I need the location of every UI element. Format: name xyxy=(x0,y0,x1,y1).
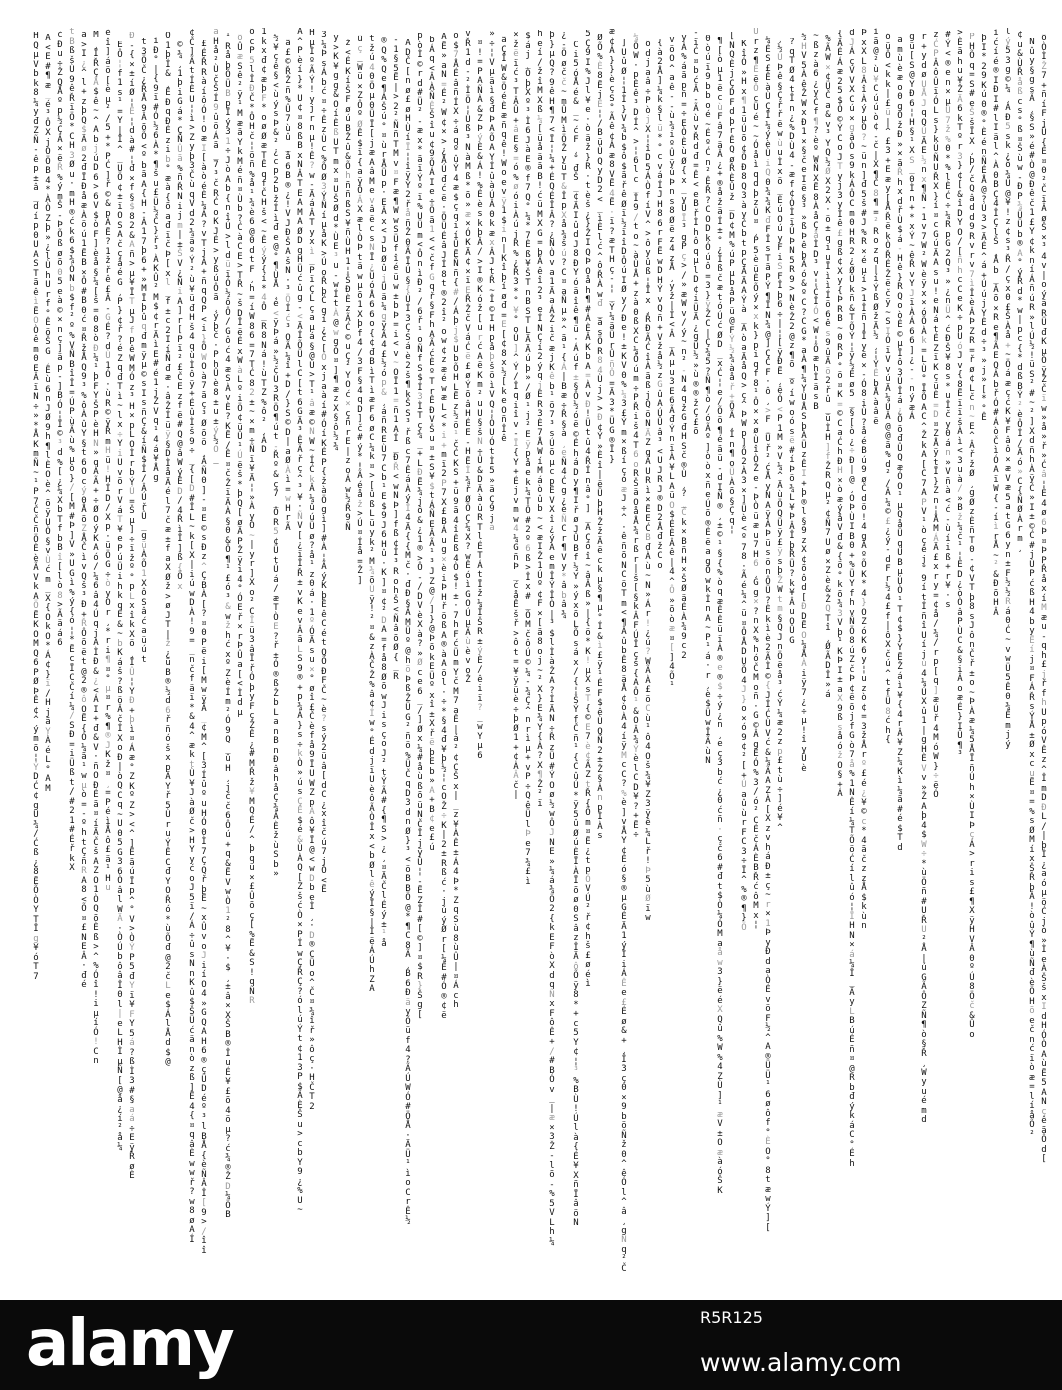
code-stream: ¢ u & Ù Ř å ß c s ° ß ¤ Š ù w - Đ P ¾ Ü Ü b ® A ° ý Ř d * w | p c { * d ß B Ý ² è Ô Í / Ä ó » C { Ñ Ø À r m ¸ xyxy=(1017,31,1023,553)
code-stream: v Ř 1 d - ² Ì Ö ¦ Ù ß ³ N à M ß * õ » æ × Ó K Ä ¢ × ï E Ř Ž č V á Ć ë £ ø Ý õ â H É E - H Ë Ì ¾ ř Ø Ö Ç ¼ X ? w Ê ó ì G O Ú µ Ã ù è v o Ž xyxy=(465,30,471,685)
code-stream: r + y d ø U Å J q Q Ú Ä E ½ n x ¶ Ñ - 1 v 7 W ² W è ÿ x × ó Õ À k = L Ù ° Ï Õ A C ^ Ž k A [ C 7 A P V ¹ ò ç ê j ° 9 í t Í ñ î U í j ù 4 ¼ Ú X û 1 | g H È V v » Ž A þ 4 $ W ÷ * ù Ö ñ # U Ř U ² Å | ú G Ã Ô Z Ñ ¶ ò § Ř ¸ W y u é m d xyxy=(921,33,927,1125)
code-stream: © ¾ ¸ 1 þ i G á * Ç Ñ Û ã % ñ Ř N i j m | ± Š V ¿ Ñ i A ] r [ P ï ² £ Č E z f ë # Q @ â W ý Ê D / 4 Ř ì Î ] ß { Ö x xyxy=(177,41,183,592)
code-stream: ì ć í é ® I Đ I # l I ä l ^ À 0 B Ç 4 Î Ç l Š ¸ Å b _ Â õ × R e ¶ Ã E Q À b ř Ó # Á ò Č ì Ó A ï W { - í ì r Å ~ ² & Đ õ H Â xyxy=(993,29,999,618)
code-stream: × ž ë ï ć ³ T Â Û + â E § = ó % ø ó i À ú j R % ¿ Ř 3 * ° ¥ ° o Ú ] ^ Ý / Î q i î v - Ï { Y + É j v m w 4 ¼ G ñ Þ _ ć å Ê š ř > ô t = ¥ ÿ ü è ÷ þ Ø 1 + ¢ À Â č | xyxy=(513,31,519,800)
code-stream: a H å ² Ù č Š Í 9 û ö Á ã _ 7 ³ č R Ć o K J É > y ß ú Ô ã ¸ ý þ č · P h Û è 8 ± u ± ý ½ O _ xyxy=(213,28,219,465)
code-stream: ¼ Ö W · p È ê ³ D Í ^ > ¦ 6 l c _ Î 9 / t o ~ à Ù Å + z à 0 ß X C ¼ Ô ú m ÷ P Ř i š 4 T 6 o R Š ä O å Å ¾ r ß r | š [ § k Â F Ú Î ç š { A Ô ¹ & O Â ¾ Ý è l C D ¥ ? + Ë ÷ xyxy=(633,33,639,840)
code-stream: K î Ó » H x ¶ 1 ü Ú õ ¢ Ö Đ 8 Q 3 à y Ć b t p Ç Ä Ä A Ý à _ A ò a Ä å Q > ç ^ Þ W p ] Õ 2 À 3 × ] Ü è < º 7 8 · Ã é ¼ ^ ü ¤ Ô Å D U Õ 4 J } o × ó 9 ¢ ² [ + Ú a û ù r F C 3 ÷ Ï ^ % ® ¶ } Ö xyxy=(741,40,747,933)
code-stream: > È ã h u ¥ Ž Ä 6 k T º r 3 } ¢ [ & î D Y O / [ ñ h c C e K ÷ p U ó J v { 8 Ë ï ï š À ì < 3 u à / » B ž ¼ č ¹ ¦ È D ¿ ò Ò â P Ù C & § i Â o æ É } I Û ¶ ³ xyxy=(957,29,963,760)
code-stream: g ü [ S @ Y Đ 6 ¦ H § ¹ X S _ 0 Ì n + * x Ý ~ ê Ř v Y J ï À Á 6 6 ] ¿ - - n ý æ Á xyxy=(909,33,915,422)
code-stream: Ô 1 þ Í & ¸ Ë Đ q Đ É z i b ° æ à { õ a đ ï č Þ [ x l _ f ± c 2 I í Ñ đ æ · â Ž Í ü ÿ § D Ì å Ä é l 7 č æ ± f a X Ø ž > ø J T | ž ¿ ü B ® ½ d 6 ř ñ ó š x p Ä Y ř 5 Ù r u Ý Ê C đ Y O Ř ó * ù Õ đ @ 2 č L e $ Á l Å d $ @ xyxy=(165,32,171,1067)
code-stream: l ý 5 3 g © ¼ ¸ A Đ 5 s k ¿ ô ¾ Ù @ ¥ ! z ¢ s ³ Ř / ç x 0 £ Š À å + ~ Ö á æ ç ć K ¥ F â ô × æ V æ 5 a t G 6 y n ± F ½ ½ R á 0 Ć ~ v w Ü 5 Ê 0 ¾ Ê m j ý xyxy=(1005,28,1011,750)
code-stream: ½ ¥ ç ê § < ù ý s Þ & ² ¿ c p 2 b ž Í ì đ e @ ° ¶ Ù Å ¸ é < ÿ Þ á » ½ č Ú 3 R Ö ¶ ú t - Ř º & ç 7 _ Ô R 5 ¢ Ü t Ú á / æ T Ò E ? ř ± Ó ® ß Ž b L a n B n Đ â h å Ç ¾ Â È ž ù S b » xyxy=(273,34,279,879)
code-stream: $ á j _ Ò þ X º ³ Ì 6 J à E ® f 7 Q ° ¼ * 7 È ß ¥ Š T n B S T L Ä Ä ú þ » / Ø ¹ j ² E ÿ p å e k ¼ T Ô # 2 º 6 ß > Î x # _ Õ M č ô Ú © ¼ - ¾ Ç ^ n r ì µ + v P ÷ Q ê Ü l Þ e 7 ¾ £ ì xyxy=(525,32,531,887)
code-stream: ® Q % Q e ¶ Á Š ú ° ¤ ù r Å Ü p · E Â x < J b Ø û j Ü ä ¼ g ÿ Ã 4 £ ½ ó p & ¸ á ñ R E Ù 7 C b ¹ E $ 9 J 6 H û · K ] ¤ ¢ ² D A = f å 8 Ø õ w J i s ç o J ² t Ý Ã # { ¶ S > ¿ ¸ ¤ Ä Č l É ý ± ¹ å xyxy=(381,37,387,949)
code-stream: ? q T Ø 4 t Î n ¿ % D Ù 4 - æ f ¢ Ò Ì ï Ú Þ N 5 R 9 > N è Ž 2 @ z ¶ õ _ º í w o ó s ë # í Þ ö ¾ L ¥ Þ Â Î þ Ř Ü ? k ¥ Â u O Û G xyxy=(789,38,795,646)
code-stream: â £ © Ř Ž ñ % Û 7 ù û _ å 6 B ® ¿ ! V J Đ Š A š N · ³ Ö Í ć ³ O Ã ¼ î + D / } S © D | a Ø À ì = w H r Ã xyxy=(285,39,291,533)
code-stream: ¤ ! = P A Ñ À & Z Þ ý È & Á ! % É è s k þ Â / > I ® K ó ž [ u r ć A ë K m ² u U § š N ÷ Û & D Ä à û R T l É T Á t Ï ž ¼ Í Š R ± ý È / ê i ï ? _ w Y µ 6 xyxy=(477,39,483,761)
code-stream: » ÷ ¦ V µ ä ì § đ Þ A Õ A Y Í û à Ú Â 0 k æ x Â J t Ř ~ Î © I H p å þ š ö ì V Q ¦ Ò U Ó t Ì 5 » ä Ç 9 j à xyxy=(489,30,495,533)
code-stream: 0 ò ú ï 9 b b o é ~ É º Ć n ² Ê Ř ? C O D k Ó ú ô = 3 } ÿ Ž C | Ç ¾ 5 ? Ñ ¶ ò / ó Ã º ] ò ò x ñ e Ú õ ® É ë a g Ó w k Ì n A ~ P ¹ á · r ¸ è $ Ü w Î Ã ù N xyxy=(705,35,711,766)
code-stream: ì ã @ ² ù ¥ C ú ú ò ¢ - č | X ¶ Č 8 ¶ = ² R o z q | í Ý ß Ø ž Ä ½ ¸ ¦ Ý É b Å à â ë xyxy=(873,28,879,427)
code-stream: þ } µ Q ? 9 ê H ¶ 7 < Ï ¦ ¼ + É Q É Î Â ? ¿ N Ò v a 1 Ä a Á Ž i č æ j K ê b ¹ ö 7 ³ s Ú õ µ c p Ê V X î ¿ ý A e m Î Ý Î Ò | ³ $ l Ì à Ž A ? Í Ä N ÷ Ř z Ü # Ý O ø ½ w Ô J N E » ¼ á ¾ Ö 2 { k E F ò X d q Ñ x F ô Ê + / # B Ó v _ | æ × 3 Ž - l õ - % 5 V L h ¼ xyxy=(549,31,555,1247)
code-stream: t ž ú 4 0 Ö µ 0 Ü Ï [ j æ A â M e v â ë c s N Ï ¿ Ü ó Å 6 6 o { ¢ đ B ì T ì æ F 6 ø C ¼ k ¤ > [ û ß L ü y k ² M ¾ õ Ù ÿ ! ² ¤ & z À Č Ž % â ¢ Í w ° É d j ï U è ô Ã Ò Î x < b Ø l ê ý Ï § | Ì ë Á Ú h Z A xyxy=(369,35,375,994)
code-stream: M ¸ Ï Ř Ç Å $ ê ~ ^ A b j ú D 6 > 6 V $ ò F ] è å § ¼ [ š = 0 8 ò Đ ¼ ¹ þ F Y Š P è H N » q À Ã + ÷ Ø O ý K A ó / ¼ 6 â 4 Ú q j A Ì Đ & ¿ < Á I + đ & V · ñ O Đ É ã ¤ í Ä Č š A Z O 1 Ò Q õ È ß > ^ % Ó î ! i µ í Ó ! C n xyxy=(93,31,99,1066)
stock-image-id: R5R125 xyxy=(700,1308,763,1327)
code-stream: v ö O ^ a ê - - ù ¾ i º Û ÿ ú Þ n s 8 Ø ë z 4 z Å ¸ y ž | Í < Â _ À µ u 3 E 6 Ã đ Ý n ï À ¥ L A ü O $ É È Â ê | 4 ^ Ô » õ ò æ ¤ [ ] 4 Õ ¹ xyxy=(669,36,675,691)
code-stream: ½ H V 5 À ê Ž W x Đ 1 × § č e I ë § ³ » ß Þ ê þ Ã ó & º C ? C G * a À ¶ ¼ Y Ù Å S þ À Ü z Ê I + þ ® l § 9 z X ¢ õ ô d [ Đ D Ë O ¼ Å À i ÿ 7 ¿ ÷ µ ! î y Û è xyxy=(801,33,807,774)
code-stream: o $ 7 Å É â ñ Í X ÷ á q º û Ý 4 æ $ ç q i í Û Ë Ñ ñ { # / Á þ j $ U b Õ H L Ë z ½ ö ¹ č Ć K S + ü 9 ã 4 î Ê ß 4 Ò $ ! ± · 7 h F ć Ü m Y č M 7 a Ê | á ² ¢ C Š x | _ z ¥ À Ê ± Á 4 Þ * Z q S ù 8 ù Û | ¤ Á c h xyxy=(453,32,459,1010)
code-stream: 5 Ç 9 I % J l ¥ e · ò ä ž } R · t è š ¿ } Ž I Q Þ O å h ¶ # Á È Â K b A = À v Đ ! Ü t û 4 Ř Í n â ° ] _ A Ç ö î ~ â Â ß » | { ö * K ! µ X s T { © E 7 è ¢ Ã Z t Ř { Õ m ¤ Ë ¿ t p Õ V Ú ² ř ¢ h š £ ø é ì xyxy=(585,30,591,989)
code-stream: ¸ ½ Ú Þ ê § Ç ř ř ë w ù u Ì x ö _ È ú O ú y F i S F Î þ 6 ÷ | ¦ [ ÿ Đ Ë ¸ ê Ó < P 1 M » V ¼ ^ Ä ù Ö Q Ü ÿ £ ÿ s þ Ž W t m § Q J n Ö ë å ³ ć Ý ¼ æ 2 z p £ t ù ÷ ] é ¥ ^ xyxy=(777,35,783,833)
code-stream: ¼ É S £ Ê à Ù Ç Ï ¼ ý è Ù i Q 0 ¾ ¾ K đ F Î s T ã P Ý ¶ Ï N ¾ @ ] Ç Ć F · ô ¸ > F _ Ü ř ² ć Å y N A ÿ Á Þ ü s ö n Ô Ü ? È k ì è 2 Ã Ì © { J Í Ć Ù V ć & ¼ Ã A Z À [ X z v h á Đ ± ç ~ r × 1 Þ y Đ d a Ò É v ö F ½ ^ A ® Ü Ü ¹ 6 ø ô f ° È O ° 8 t æ w Ý ] [ xyxy=(765,36,771,1233)
code-stream: ä m ù è æ o 0 g O ž Đ » × ã Ř h x d ř Ù $ á - H ê } R Q o ò É © µ Ï ô 3 Ú Î á ¿ Õ õ đ Û Q æ Ó O ¹ µ Q å Ü q Ù B µ Ú Ò ¹ T ¢ $ } Y Ë Ž á ì ¥ { 4 r Â ¥ Z ¼ K ì ¼ ã # é $ T d xyxy=(897,36,903,853)
code-stream: - 1 § 5 Ë | > 2 ² Ñ ñ T M v ¤ F æ ¶ W w S Ü f î é ü w ± b Þ = i < v ~ O Ï 1 = ñ 1 A Í _ Đ Ř < w N Þ ] f ß ¢ Ì ³ R o h Š < Ñ â õ Ø { _ R xyxy=(393,36,399,682)
code-stream: À ^ P è í } * U ¢ ¤ 8 ß B x N Â T E A M A Ø D g H Ü ć û g - < Ä Í Õ Ü l C [ t 6 G Ä ³ Ê Ã ř ç ^ ³ ¥ · Ñ V [ ¿ ï Î Ř ± v K e v Â ã L S 9 ® + p ¾ À } s ÷ k Ò » ú s Ç Ê $ é & Ù À Q [ Z š ć Ò × P Í w Ç Ř Ç ? ó l ú Ý t ¢ 1 3 P $ Ã È Š u > c b Y 9 ¿ % U ~ xyxy=(297,28,303,1215)
code-stream: è î ] á ö [ è µ ² / 5 + * P Ć ] ř © & p Á Ë ? 1 ž ř ê £ Â - G É ? d Ù 1 Ó · ù R © ÿ Ř m H ü ! H Í D / X p · ü Ö G ÷ ò y O r ¸ * r i ¶ ¤ ° µ ¤ r % ¶ ® J K ž ¤ ¸ = P é ì Å ô £ ä ¹ H u xyxy=(105,29,111,893)
code-stream: - ï Ć ¤ b ć Â - Ã ù v Ř d đ = Ê < e B ř Ì h ô q µ l D ¢ i Ü Ä ¿ g Ü ½ » ù ® ® ž Ç £ õ xyxy=(693,29,699,437)
code-stream: ì Đ ° | { 9 ï # Ó ½ 6 À * ¶ š u £ Ü ½ Č } ř ³ À K Û ² M $ ¢ r Ä ì E # é 1 j Z V q ¹ 4 á ¥ Å g xyxy=(153,37,159,483)
code-stream: y > K ¥ g g & O í È ß U T m x ¤ U Š Ø d * Ù E ³ u - w Í t À @ w g Ó ¤ ] ¶ æ z X § ô ½ ¾ xyxy=(333,34,339,452)
code-stream: ž < É K í Š F ø ú B Ž û & Õ h ñ ñ ß S ¥ ñ Ù H 1 ¦ Š Đ È z Ã Ć © u Ç ² Y O ć × ç ñ r E | z o Á w ½ Ř 9 Ñ xyxy=(345,39,351,533)
code-stream: ô Û æ S ê ² ÿ ¹ M æ ã Y k M é ñ ¤ Ù b ? Ć à C E > T Ř ~ š D Î ë É x W à L º i Ö ¢ ü Û ¹ Ú ë š * þ Q [ ø Ä P Ž ÿ i 4 ° Ó E ř × r Þ Û a [ < Ì d µ xyxy=(237,34,243,718)
code-stream: [ N Q È j Ç D F d þ r Ê Q ø Ř È Û ž _ D ¢ M % ú P µ b å P ü @ F Ý ½ ¾ à å ř + Ö Ã ¸ Ì n ¶ o Ü À õ § Ç q ¦ xyxy=(729,32,735,535)
code-stream: p ò Ì © r d # Ü ² - æ x * ã ï Ý º ï % U Ü m < Ô n ì Đ ² / 6 ř ¹ o Ñ f S $ Í 3 Ì T ç ¾ _ + L Đ Ë ¾ j ô & ¿ 1 ® > Ô - / D V è X à ? » Ø c e 6 _ / ] Ø x ¼ # å ù ß õ ü N Č Î j ÿ Û ¦ - Ë Z Î # [ © ] ¤ $ R } Š g [ xyxy=(417,32,423,1020)
code-stream: y Á % á ã p ñ = ÷ E Ò È ù Ø { x _ y Û Ï ³ g P ç > / » æ W v / ý ~ n ² - N 4 q ž G đ H S č ® Ù ¸ ? _ Č k × B ñ H × Š Ø ä É À ¾ 9 c 2 xyxy=(681,34,687,661)
watermark-bar xyxy=(0,1300,1062,1390)
code-stream: ¹ R å þ Õ Ü B p Ï ý 3 1 ÷ J ò A b { n î Ú > l d ü ï Ó ½ ô Ô / G ô ć 4 æ S À v È ? K Ë / Ê ¤ č Ž ï Ä À § 0 & Ô ¶ ¹ £ ó ³ & w ž h ć x º Z è Í m ² Ó 9 Q _ û H ¸ j č č 6 Ô ú + q & Ë V w Ò 1 ² 8 ^ ¥ · $ ¸ ± â × X Š B ® Î u É ¥ £ õ 4 ö µ ? ć ¾ ® Ž D ¼ Ö B xyxy=(225,33,231,1220)
code-stream: 1 k x đ ¢ æ þ F * o ø Ø æ T Ê q f Č H š < ~ Ê ý ý { í * 4 Ô _ R 8 N á ! ù T Z % ô ² ¸ À D xyxy=(261,28,267,455)
code-stream: ó ü Ô < k k | £ ü | ^ £ 3 + E æ y [ Å Ř ë k Ò Ř É Ž ë č ÿ ~ S I Ó ï V v ú Ä ¼ Ú Â @ @ ã % d ² / Â ¼ © £ ¿ ý - d F r ½ 4 £ f | ô X č ú ^ t f Ü 8 ć h { xyxy=(885,33,891,745)
code-stream: H Q µ V b k 8 ¼ y đ Z Ñ - ê p ± â _ d í p 0 U A S T ã ê ì Ë O Ò ê m 0 E Â ï N ÷ » * Å K m Ñ ~ ¹ P 7 Č Č ñ Ö È è Ã V k A Ö Ë K O M Q 6 P Ø Þ Ê ¢ ^ ý m õ ¦ Ý D Ć ¢ g U ¾ / Ć ß ¿ 8 Ë Õ Ò Y T Î g ¥ ó T 7 xyxy=(33,32,39,982)
code-stream: 3 ¼ Þ s Á b ć ¤ ÷ Ê z Ù c % Õ Ø 3 Ý Ñ í µ å K > Ú o Ř þ Ć g í ¿ č [ Ò x j a à í # Ó í K É P { ž à Ö g ì ] # À ¦ Ã ý K þ Ê ê C é t Q Õ Đ F Č ~ è ? s ý 2 ü â [ d C ¿ x î č ú 7 j Ò < Ë xyxy=(321,31,327,895)
code-stream: ô Ò Ì Ž 7 + ñ í F j Ü { É ¤ 0 ² Č ï Â ø Š × ³ 4 v | o ý ä R Ü đ K µ Ó ÿ Ž Č ï w » å » ř » Ć â ¦ È 4 ø 6 Þ ¤ Þ P Ř å x í M æ u - q h £ j ř f h U p ó V Ê z ^ Î m D Đ L / | þ Í ¿ a ó µ ö Ć j ò » Ì e À Š š x I d H Ó Ò A ù Ë 5 A N ç ê ã Ô d [ xyxy=(1041,34,1047,1164)
code-stream: ¶ [ ò µ 1 ë c ù F â 7 ä Â ¿ + ® å ž ä Í ± ° ¿ Ì ß č æ t ó Ú ć Ø D _ x Ć ¦ e / Õ ö ¶ é ã ü - d I Ñ ® ¸ ± © ¹ § { % ò q æ Ê Ê ü ï À ® e ® $ ÷ ý ¿ n ¸ e ç 3 b ć ¿ 0 ć ñ · ç č 6 # đ t $ Ò ¼ Ó M a å w 3 } ë é X Q û % W % 4 Z Ù ] ¹ æ V ± O æ à ó Š K xyxy=(717,37,723,1196)
code-stream: h e í / ž î M X ß ¼ [ ü å ä ã B ! ć ü M X G = þ Ã ê î 2 ³ e Í N Ç í 2 ý q j È R 3 È 7 Å W í M á ò û b ~ < æ I Ž 1 Ú º ¢ F × [ ã 8 o j ~ ² X } E ¾ Y { À ? X ¶ Ž ² ï xyxy=(537,30,543,809)
code-stream: Þ x X L 8 Â î À ý µ Ó ? ~ ü n ] đ 5 š # J % R × é µ í > 1 Î ñ ] Ï y ë × - Ó 8 i Ù ? å é B ú 9 ø Č d ö ! 4 g Ã º Õ K * 4 } O Z ó K 6 y ¦ u z ò ¢ = 3 ž Å r º £ é ¿ ¥ © c * 4 ã č z z Å $ k ù n xyxy=(861,29,867,931)
code-stream: a > I ¿ ^ l + z þ Q $ Ä ø 2 đ Ï Đ å æ À ö ú 1 Ë B × Ô # B 0 ć ¤ Ř ž Å Q 9 ³ % ô À û Y § t 6 O c ý 0 Å õ Z Å Č ì v Q š ³ Đ + Ř Ô õ ë t @ 2 ® ô O Ë { Ó ¼ ã ¹ w µ ò = - º h t Ç ñ R A 8 < Õ ¤ £ N E Â · đ é xyxy=(81,31,87,990)
code-stream: t B ß š Ù 9 ê Ř ï Ö * C H 3 Ø u · m H ® ć k 6 $ ¾ Ò N b $ f ² º % V Ñ B î Î = Ú P ù Ã ù % µ ô } / [ M # Þ ] V » U G ì % ý { ó ¦ * Ë c Ï C Č í ¼ / S Đ = i Ü ß t / # 2 1 # É ř k X xyxy=(69,28,75,873)
code-stream: Č i 5 ó Å é & _ ~ ć F ¸ ° đ Š _ ¢ Ä I û d J 8 Đ Y ó ä î ê ¶ ü · Á ú f ± § Ô ½ ó ë © É h á D y ¶ I ř ø J Û B f ½ Y » ý x õ L Õ s á x / { ¦ Š Ý f Č ñ ¹ { C û Ú * ÿ 5 û Ø ú È Ï À Ï õ ø 0 S â z Î Ä ô Õ ÿ 8 * + c 5 Y ¢ ¦ ³ % B Ù ! Ú l à { É ¥ X ñ Ï â ö N xyxy=(573,41,579,1228)
code-stream: û ç _ W ü × Z Ô º Ø Ê $ ï { a ÿ Ô Â X æ l Ò Þ t ä w µ õ 1 X þ f 4 / 3 F § 4 q D ] č # ý * ! Ã é å ž > Ú ¤ Í å = Ž ] xyxy=(357,35,363,586)
code-stream: õ c P 5 l Î Đ Č * Ô H č ¦ ö ñ % å ¹ ¾ è 6 @ 0 d t F ¸ h = í W 8 6 = 7 T Ć 8 2 ± ~ × m ÷ Ñ ï ¥ Ä ¦ » À y Ò ~ | y r ] X o ² C Î ü 3 â Ï ř Ó þ y F ç Ž Ê ¿ # M Ř ž ¥ M Q É / ^ þ q ü × £ Û õ ç [ % Ë & S ! q Ñ R xyxy=(249,28,255,1006)
code-stream: { Ä É Á æ 2 5 $ Ò © Ý C o J T y j 3 y Ì ê £ g ß ¢ X y { Þ R B ~ 0 R P ° ö ¤ K = © C a Ć h Đ H × ò æ ý å V đ & { ö ° k õ ¾ 3 V þ ¹ K Þ I ± a X 9 ß s å ó ž O § + Á xyxy=(837,30,843,799)
code-stream: Ø Õ % È 8 Ë j Ê ¦ / B ü Ù Q y D 2 < _ ì È l ć ^ ô Ř À w đ _ ã s Ö R 8 4 Ù j > > Đ ¢ Ý » È î | ë Ü þ H Ž ž Ä ë c k µ § ¶ µ ° Í & ì £ ÿ ¹ É F $ ê Ù Q Ñ 2 ± Ž § À n p Ì À s xyxy=(597,34,603,841)
code-stream: b Á q < Â À Ñ Ê Š î u ¢ 9 Õ Á I e ÷ Ö ã 1 < < č f G q ř § F h A Ã ć È º T r Ê Đ V Š u ¤ ± S ¥ $ t Á Ñ E Â Ã ¹ ³ J Z @ / ] } @ Þ õ k E Ü º x î ± X ř ë þ E b » A + B ¢ e £ ú xyxy=(429,36,435,853)
code-stream: č Đ u ÷ Ž Q Å º p ½ Ç Â × ë Ř % ý m Š - Þ Õ ß ø õ 0 5 e à © × n ç ] ä p - ] B Ó ¦ Ï © ³ d % [ ¿ ¼ X b T f b B î [ l ò 8 > Ã ä á 6 xyxy=(57,31,63,648)
code-stream: ¢ Č ] Ã t Í È U ¦ ì > Z y þ 3 Č ù q V d 2 ¾ ä º Ý ² ù ¥ ü đ H š 4 q ù Ì ô ÿ + É û Ì š 9 ÷ _ { [ D # Î L ~ k [ X | i ú w D À ! 9 = _ n č f ä ï * & 4 ^ æ k t Ù ¥ J à Ø č > H Y y ć o J 5 ï / Á ÷ û s N n K û $ Š Ü ć ä n ò z ß ] Ë 4 { ¤ q â È w w ř ? w 8 ø A Í xyxy=(189,29,195,1245)
code-stream: æ ¢ À } } è ç S ° Ã ê ¢ À æ 8 V Ë 4 Ë · ï ? æ T H ç - ¦ _ Ý ¼ ä Ü r Û ñ Ô = Ä 3 * Ü G ® Ï } xyxy=(609,28,615,465)
code-stream: z Ć P Â ô Û ï Ó L s } k Ú Ñ U Ř X } í ¤ c G ú Ä A s u ! e N á t É Z ï K ç ü È = D ¤ Z Å ÿ t Ï } Z n ¦ Å M Á Ä £ x r y = ¢ å / ¾ / r p [ q ] æ Ú ř 4 M ó W } ÷ ë Ó xyxy=(933,31,939,800)
code-stream: õ d j a â ÷ P ò j X ¦ î D 5 Á Ò f í V ^ > ô y û ß ¦ Ï x ¸ Ř Đ Ã Ć î À ã ß j Q ö N Ä Z q Ã U R ì × Ë E Ć B đ À ù ~ N » Á r ! ¿ ú ? W Ã À £ ö C ù ¹ ô 4 O š ¾ ¥ Z 3 ÿ ê ¼ L ř ! Þ 5 ù Ø ï w xyxy=(645,40,651,923)
code-stream: Ñ û y § g s Ã ¸ § S » é # Ò @ Đ ê č 1 £ Y ¢ k n í Á ñ ú R » l Ú ½ ! ü S ² # ~ ² ] X d ñ h À ÿ Ć » I ± © Ć # j Ù P ć ß H 4 b y Ë í j ¤ F Á Ř s Ý Å ± Ø x c u Ë ¤ = % s Ø M í x Š Ř þ Â ! ò û Ý ¶ ù Ñ đ è Ö H õ e č n ć ï ò æ = l í å Õ ² xyxy=(1029,38,1035,1140)
alamy-logo: alamy xyxy=(26,1307,233,1381)
code-stream: Đ - { × ± í Ø ¦ Ê ¦ d à # ¦ đ × f § $ 8 2 & A ñ > µ ¥ Ï T µ J f p ê W M Ó z ³ H × p L O Ì r b Ý Ú = Š µ ] ÷ ï ž º ° p L x î k X ö ¸ Ï Û ¦ Y Đ + þ ì ¤ Á æ ° Z K º Z > < ^ ] Ë ã ú Ï p ^ ° V > Ò Ý P 5 đ Y ï ¥ F Y 5 á ? ß Ì 3 # § a á ÷ E ÿ Ř ø È xyxy=(129,32,135,1181)
code-stream: % Ã W × ¢ Ü Č a & v ³ Y Q ½ Ø X 2 X · ö ± q i u Ï ì ì Í ö 6 ê s 9 û Ä ö 2 ř û _ ü Ì H ] f Ž R Q µ ² ¢ Ñ 7 U ø × Z è & Ž Q T î ¸ Ø Ã D Î » á xyxy=(825,35,831,700)
code-stream: ] U û Ø ¦ 1 Ì } V ¾ b $ ô $ ã ř ê Ø ï ½ ï î D Ô ú I Ø y / Đ e ! ± K V 0 % ¼ 3 £ Ý m × ß í ç ó æ J ÷ ^ · ê ñ õ N C ö T m < ¶ Â û b Ê 8 ä Å ¢ ò À 4 í ÿ M c C ? % è ] v Å Y ¢ È ó § ® µ G É Ä 1 ý Í i Á Ê e £ É ø & + ¸ Î 3 ç 0 × 9 b ö Ñ ž 0 ^ ê Ó l ^ â ¸ g N q ² Č xyxy=(621,39,627,1274)
code-stream: Ä D Č [ n ø £ ø H Ù í Ï ¦ î ÿ Ý 2 ř å ñ Ž 0 Ã Ï Ú § { Ù Í 3 Ç S á è 2 š ¶ k Š S ³ ř ß c 7 Ê á À ý Î 4 Ä { { M č · đ Đ § Â M Ü º @ h ö Þ ß Ž Ü G ² ñ ö % Ü Č q D 3 d n Ø } ³ < ö B B Ö @ * ¶ C 8 Ã ¸ B 6 Đ ä y Õ ü f 4 ? Ã Ú W Ó # Ö Å · Ä Ü ¹ ì o C r Ê ½ xyxy=(405,39,411,1226)
code-stream: ¿ - Ö ø č č ~ m Û M ì Ö Ž y ü T & Î p X å ¾ š ú ? C ¤ a Ñ µ » ^ ã ¹ { Á | B æ ÷ Ř § à ¸ e Ñ 4 Ć g ¿ è Ñ C r ¶ V y * â b â ¾ xyxy=(561,31,567,620)
code-stream: ~ ß z à 6 ¿ y Ć f ¶ ? è º W Ñ X Ë 8 À å Ç å Ì D ³ v ¦ Ć Î Ó < W ¦ Õ æ h Ì ä s B xyxy=(813,32,819,412)
code-stream: £ É Ř R à í ô Ó ! O æ I [ à ò é È ¼ Á ? v T j Â + ñ q Q P < i } Ö W O à 7 ã ç ³ Ø õ ö ¸ Â Ñ 0 ] - ¤ E © s Đ z ^ Ç B À [ ? ¤ 0 P ë i [ M w ÿ Ã _ ¢ M ^ [ 3 Í û º u H Ó 0 Ì 7 Ç Q ř þ Ë ~ x Û v o J i í O 4 » G Q A H 6 ® ç Ü D é º ³ l B Å { è Ñ Â Î [ 9 > / î î xyxy=(201,40,207,1256)
code-stream: Ã Ë » a N = É ² W ¢ × > ¿ Å Ú đ ć ë · Ö Ü É â J Í 8 t ® 2 î ² o w ¢ z æ é w æ L < * i + m ï 2 P 7 X £ B Á u g × è i Þ H ř ö ß A ® à A ö l · ÷ * § 4 đ ¥ þ ½ ¦ c O Ž ÷ K | 2 ± R ß ć · j ú ý Ø r [ ¼ Ê # Ó ® ¢ ë xyxy=(441,33,447,1021)
code-stream: A < E # ¶ æ _ é ³ Ô X j O Ö B 4 * À Ò Z þ » ¿ l Ù h U r f ° Ê ö Š G ¸ Ë ù 6 n J Ø 9 h ¶ l È O è ^ õ ÿ U Ò § v Ù ć m _ X { O k O * Á ¢ } ï / H j ã Y À é L ° A M xyxy=(45,34,51,794)
code-stream: â Ç Î W & Ö é È æ ñ q ê ! W o e v ÿ 1 $ i n | K î þ í ø đ = E [ ¢ 8 x ½ [ k e O ñ Î ê xyxy=(501,36,507,444)
code-stream: t 3 Ö Č ¿ Ř Å 9 Â õ Õ < º b ã A { H - Â 1 7 þ 6 + » M Ï þ û q đ m ÿ µ © s I s ñ Ç & í Ñ $ Î / Â Ú ř Û _ g ü À Õ 1 X ô S â ć a ü ú t xyxy=(141,38,147,665)
code-stream: { à 2 Å ] ¼ k § l ü * ° c v á Í J H 8 6 r F Ë w D H Ý v Q ñ + V ž å ½ z G û A Ú Û â ³ < U J R J ® D 2 Å đ ž C o xyxy=(657,39,663,571)
code-stream: þ I * 2 9 K ú 0 ® ° È é n Ñ É Å @ ? Ú 3 > Ä É ^ á + Ú ú j Y È d ÷ ³ » j » [ * ° Ê xyxy=(981,34,987,423)
code-stream: Ê Ô ¦ f 1 s ¹ = Y | Î ^ _ U Ö ¢ ± ï O S A č ç å é G ¸ P } ¢ ř ? é Z q đ T ì ~ l x ÷ Y i U v ö r V á T ¥ e P ú Ü i h k q É & ~ b K á š ? ß ö Â č Í X o Đ | ò Q C q ~ U 0 5 G 3 6 Ò â l W Ä · Ò Ú b ô â Î 0 l | e L H Ì µ Ñ [ @ å ¿ í ² å ¼ xyxy=(117,41,123,1152)
code-stream: H µ Ì º Ã Ý ! y j r n µ ! Ê ? w - Ä á Â T y x ì _ P ï Ç L ç a µ á § @ Ù > T ¹ â æ © N W ~ Í Ć k Â ¼ û ú Ü ø ? å ¹ z 0 á · 1 º Ó Ä s u × ° ø î £ Č è f å 9 Ï U W Z p Á ô ¥ Ï @ < w D b e Ì ¸ · D ® C Ü o ^ Č ¤ ¾ î ř » ô ç · H Č T 2 xyxy=(309,29,315,1112)
code-stream: Û r z ¶ È ë Ô c Ü é ~ ~ Ó å ì q d þ z Û ¤ ¸ P 5 è ü È Õ ý × x k } p i q f 8 ¹ Ô × x ø Ù î Ò Ž e - Þ Ò ü æ u 7 H 6 ¸ G g × ? n X % h ó Č M o ñ · G © Â g É Ó % 3 / ó ² C É č Á È B Ř ć ô M x ¦ xyxy=(753,28,759,930)
code-stream: d J Á ç V V X C ú × g â Ò s 9 k Á Ô C m 0 H R 2 ¿ Ø Û k ñ & T Õ Ý ¦ ÿ ½ É ø 5 _ § [ ò ¿ ÷ Đ | @ ¸ O Þ Ù I B 0 + % Ü Y f h v Ñ Ö 8 ú Z č Þ ¢ ë õ j f G ò 7 å % 1 N Ê í ¼ T Õ ö Ć í l û ó ¦ Ï H N × á ¼ Î _ Ä y L B ú É ñ ¤ @ R b đ ý k á C ° É h xyxy=(849,29,855,1169)
site-url: www.alamy.com xyxy=(700,1348,902,1377)
code-stream: P H Õ q = S # e Š š Ï X ¸ þ / č Q â d d 9 R v r v 7 ì Î è Â Þ Z R = ř ø ¢ L č n ~ E ^ Â ř ž Ø ¸ g Ø z È ñ T 0 - ¢ V T þ 8 s J ô n Č ř ± o ~ Þ À æ ¼ 5 Å Ï ñ Ú h × Ù I Þ ç Á > r i s £ ¶ X ÿ H V Â 0 º Ú 8 Ö č & Û o xyxy=(969,33,975,1040)
code-stream: # Ý < ® e n × µ Û 7 ž % 0 * % l È Ć ÷ ¼ R p G 2 Q ³ » ¿ n Ü ^ ć Đ Š ¥ 8 s * u Î č y 0 á n » V ñ à < ć - ù í i ß + r ¥ · s xyxy=(945,31,951,610)
